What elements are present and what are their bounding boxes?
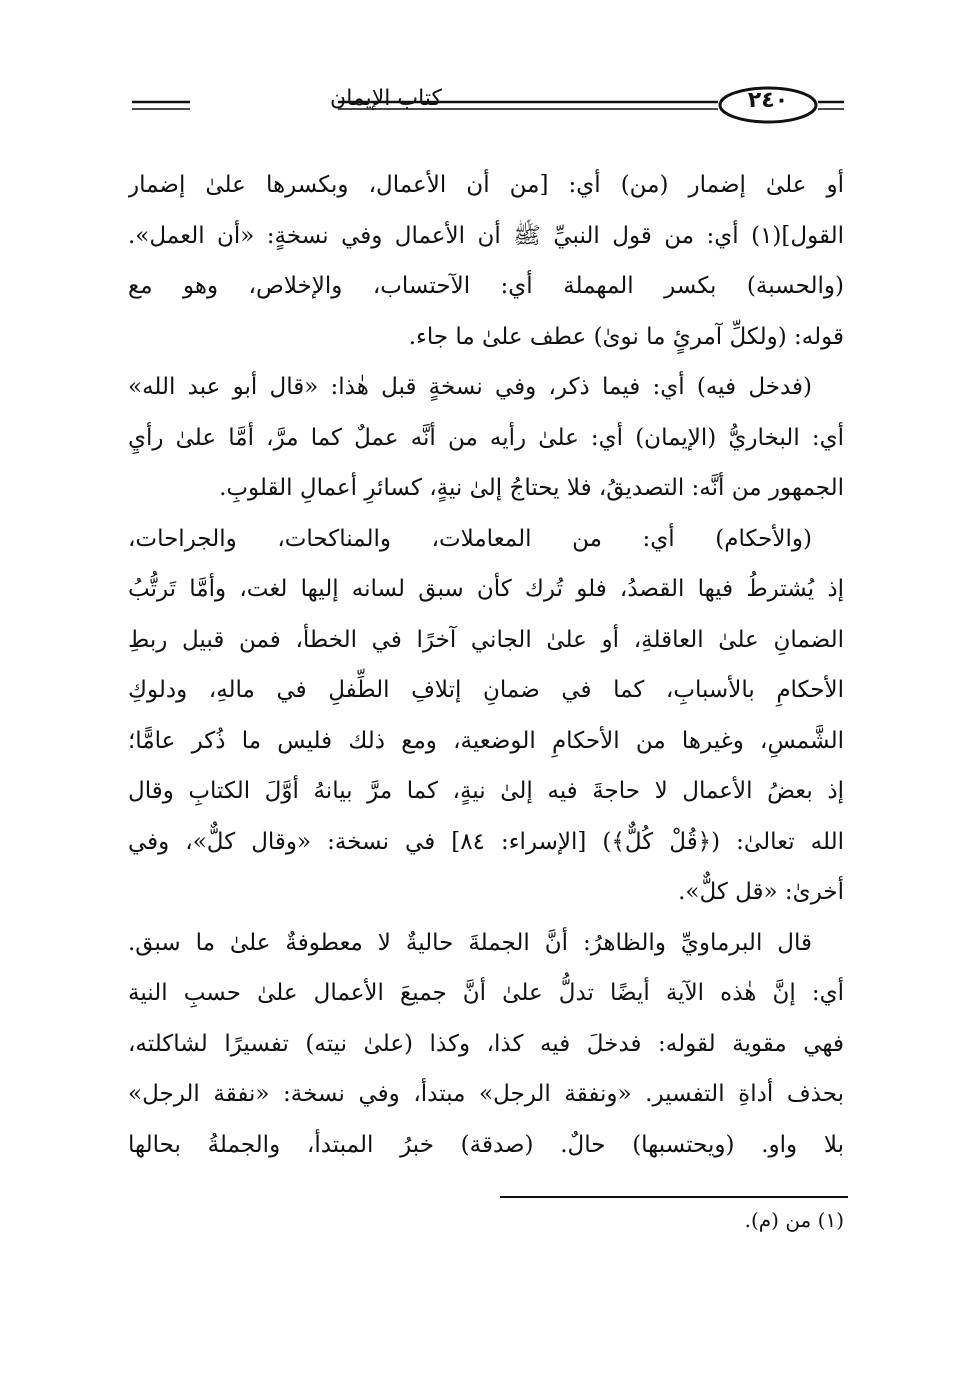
- text-line: إذ بعضُ الأعمال لا حاجةَ فيه إلىٰ نيةٍ، كما مرَّ بيانهُ أوَّلَ الكتابِ وقال: [128, 778, 844, 804]
- text-line: أي: البخاريُّ (الإيمان) أي: علىٰ رأيه من أنَّه عملٌ كما مرَّ، أمَّا علىٰ رأيِ: [128, 424, 844, 451]
- text-line: (والأحكام) أي: من المعاملات، والمناكحات، والجراحات،: [128, 525, 812, 552]
- text-line: فهي مقوية لقوله: فدخلَ فيه كذا، وكذا (علىٰ نيته) تفسيرًا لشاكلته،: [128, 1030, 844, 1057]
- text-line: (والحسبة) بكسر المهملة أي: الآحتساب، والإخلاص، وهو مع: [128, 273, 844, 299]
- text-line: الضمانِ علىٰ العاقلةِ، أو علىٰ الجاني آخرًا في الخطأ، فمن قبيل ربطِ: [128, 626, 844, 653]
- text-line: (فدخل فيه) أي: فيما ذكر، وفي نسخةٍ قبل هٰذا: «قال أبو عبد الله»: [128, 374, 812, 400]
- text-line: القول](١) أي: من قول النبيِّ ﷺ أن الأعمال وفي نسخةٍ: «أن العمل».: [128, 222, 844, 249]
- text-line: قوله: (ولكلِّ آمرئٍ ما نوىٰ) عطف علىٰ ما جاء.: [408, 323, 844, 350]
- text-line: أي: إنَّ هٰذه الآية أيضًا تدلُّ علىٰ أنَّ جميعَ الأعمال علىٰ حسبِ النية: [128, 980, 844, 1006]
- text-line: بحذف أداةِ التفسير. «ونفقة الرجل» مبتدأ، وفي نسخة: «نفقة الرجل»: [128, 1081, 844, 1107]
- text-line: الأحكامِ بالأسبابِ، كما في ضمانِ إتلافِ الطِّفلِ في مالهِ، ودلوكِ: [128, 677, 844, 703]
- running-header: [128, 82, 848, 126]
- text-line: إذ يُشترطُ فيها القصدُ، فلو تُرك كأن سبق لسانه إليها لغت، وأمَّا تَرتُّبُ: [128, 576, 844, 602]
- footnote-divider: [500, 1196, 848, 1198]
- text-line: بلا واو. (ويحتسبها) حالٌ. (صدقة) خبرُ المبتدأ، والجملةُ بحالها: [128, 1131, 844, 1158]
- text-line: الله تعالىٰ: (﴿قُلْ كُلٌّ﴾) [الإسراء: ٨٤] في نسخة: «وقال كلٌّ»، وفي: [128, 828, 844, 855]
- page-number: ٢٤٠: [747, 88, 789, 113]
- text-line: أخرىٰ: «قل كلٌّ».: [678, 879, 844, 905]
- text-line: أو علىٰ إضمار (من) أي: [من أن الأعمال، وبكسرها علىٰ إضمار: [128, 172, 844, 198]
- header-title: كتاب الإيمان: [330, 86, 442, 111]
- text-line: الجمهور من أنَّه: التصديقُ، فلا يحتاجُ إلىٰ نيةٍ، كسائرِ أعمالِ القلوبِ.: [219, 475, 844, 501]
- main-text: [128, 160, 844, 1170]
- text-line: الشَّمسِ، وغيرها من الأحكامِ الوضعية، ومع ذلك فليس ما ذُكر عامًّا؛: [128, 727, 844, 754]
- text-line: قال البرماويِّ والظاهرُ: أنَّ الجملةَ حاليةٌ لا معطوفةٌ علىٰ ما سبق.: [128, 929, 812, 956]
- footnote: (١) من (م).: [744, 1208, 844, 1232]
